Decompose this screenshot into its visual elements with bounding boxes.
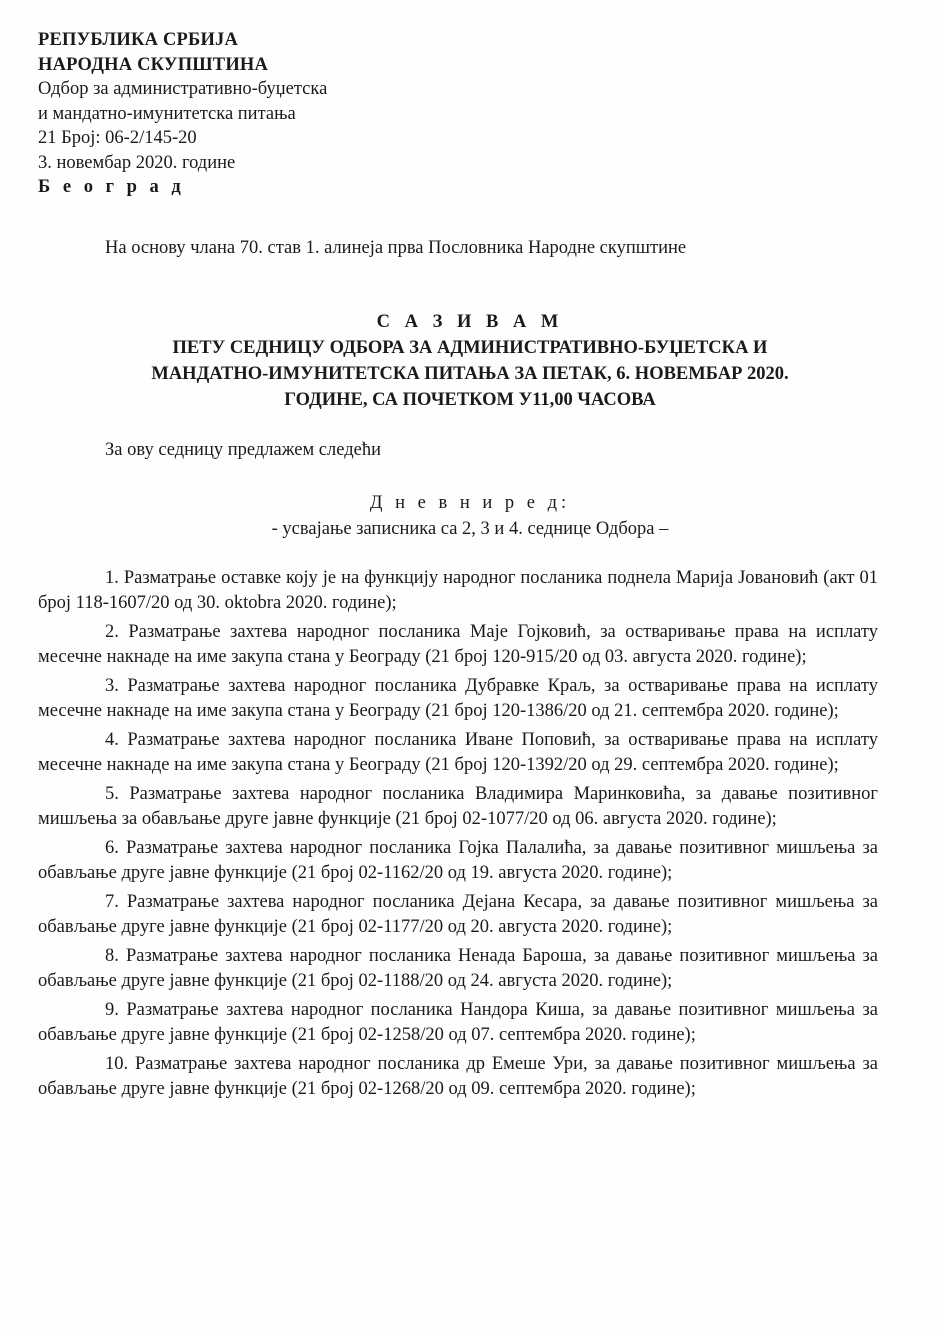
header-reference-number: 21 Број: 06-2/145-20 [38,128,197,148]
agenda-subheading: - усвајање записника са 2, 3 и 4. седнице Одбора – [271,519,669,539]
proposal-sentence: За ову седницу предлажем следећи [105,440,381,460]
header-committee-line1: Одбор за административно-буџетска [38,79,328,99]
agenda-item-4: 4. Разматрање захтева народног посланика Иване Поповић, за остваривање права на исплату месечне накнаде на име закупа стана у Београду (21 број 120-1392/20 од 29. септембра 2020. године); [38,730,878,775]
agenda-item-1: 1. Разматрање оставке коју је на функцију народног посланика поднела Марија Јовановић (акт 01 број 118-1607/20 од 30. oktobra 2020. године); [38,568,878,613]
agenda-item-9: 9. Разматрање захтева народног посланика Нандора Киша, за давање позитивног мишљења за обављање друге јавне функције (21 број 02-1258/20 од 07. септембра 2020. године); [38,1000,878,1045]
header-committee-line2: и мандатно-имунитетска питања [38,103,296,124]
agenda-item-3: 3. Разматрање захтева народног посланика Дубравке Краљ, за остваривање права на исплату месечне накнаде на име закупа стана у Београду (21 број 120-1386/20 од 21. септембра 2020. године); [38,676,878,721]
header-assembly: НАРОДНА СКУПШТИНА [38,54,269,75]
convocation-title [40,309,900,413]
agenda-item-6: 6. Разматрање захтева народног посланика Гојка Палалића, за давање позитивног мишљења за обављање друге јавне функције (21 број 02-1162/20 од 19. августа 2020. године); [38,838,878,883]
agenda-item-10: 10. Разматрање захтева народног посланика др Емеше Ури, за давање позитивног мишљења за обављање друге јавне функције (21 број 02-1268/20 од 09. септембра 2020. године); [38,1054,878,1099]
agenda-item-2: 2. Разматрање захтева народног посланика Маје Гојковић, за остваривање права на исплату месечне накнаде на име закупа стана у Београду (21 број 120-915/20 од 03. августа 2020. године); [38,622,878,667]
agenda-list [38,566,878,1106]
convocation-title-line1: ПЕТУ СЕДНИЦУ ОДБОРА ЗА АДМИНИСТРАТИВНО-БУЏЕТСКА И [172,338,768,358]
convocation-title-line3: ГОДИНЕ, СА ПОЧЕТКОМ У11,00 ЧАСОВА [284,390,656,410]
header-republic: РЕПУБЛИКА СРБИЈА [38,30,239,50]
legal-basis: На основу члана 70. став 1. алинеја прва Пословника Народне скупштине [105,238,687,258]
convocation-title-line2: МАНДАТНО-ИМУНИТЕТСКА ПИТАЊА ЗА ПЕТАК, 6. НОВЕМБАР 2020. [151,364,789,384]
agenda-item-8: 8. Разматрање захтева народног посланика Ненада Бароша, за давање позитивног мишљења за обављање друге јавне функције (21 број 02-1188/20 од 24. августа 2020. године); [38,946,878,991]
document-header [38,28,458,200]
header-date: 3. новембар 2020. године [38,152,236,173]
convocation-keyword: С А З И В А М [376,312,564,332]
agenda-item-5: 5. Разматрање захтева народног посланика Владимира Маринковића, за давање позитивног мишљења за обављање друге јавне функције (21 број 02-1077/20 од 06. августа 2020. године); [38,784,878,829]
agenda-item-7: 7. Разматрање захтева народног посланика Дејана Кесара, за давање позитивног мишљења за обављање друге јавне функције (21 број 02-1177/20 од 20. августа 2020. године); [38,892,878,937]
header-city: Б е о г р а д [38,177,185,197]
agenda-heading-block [40,490,900,542]
agenda-heading: Д н е в н и р е д: [369,493,571,513]
